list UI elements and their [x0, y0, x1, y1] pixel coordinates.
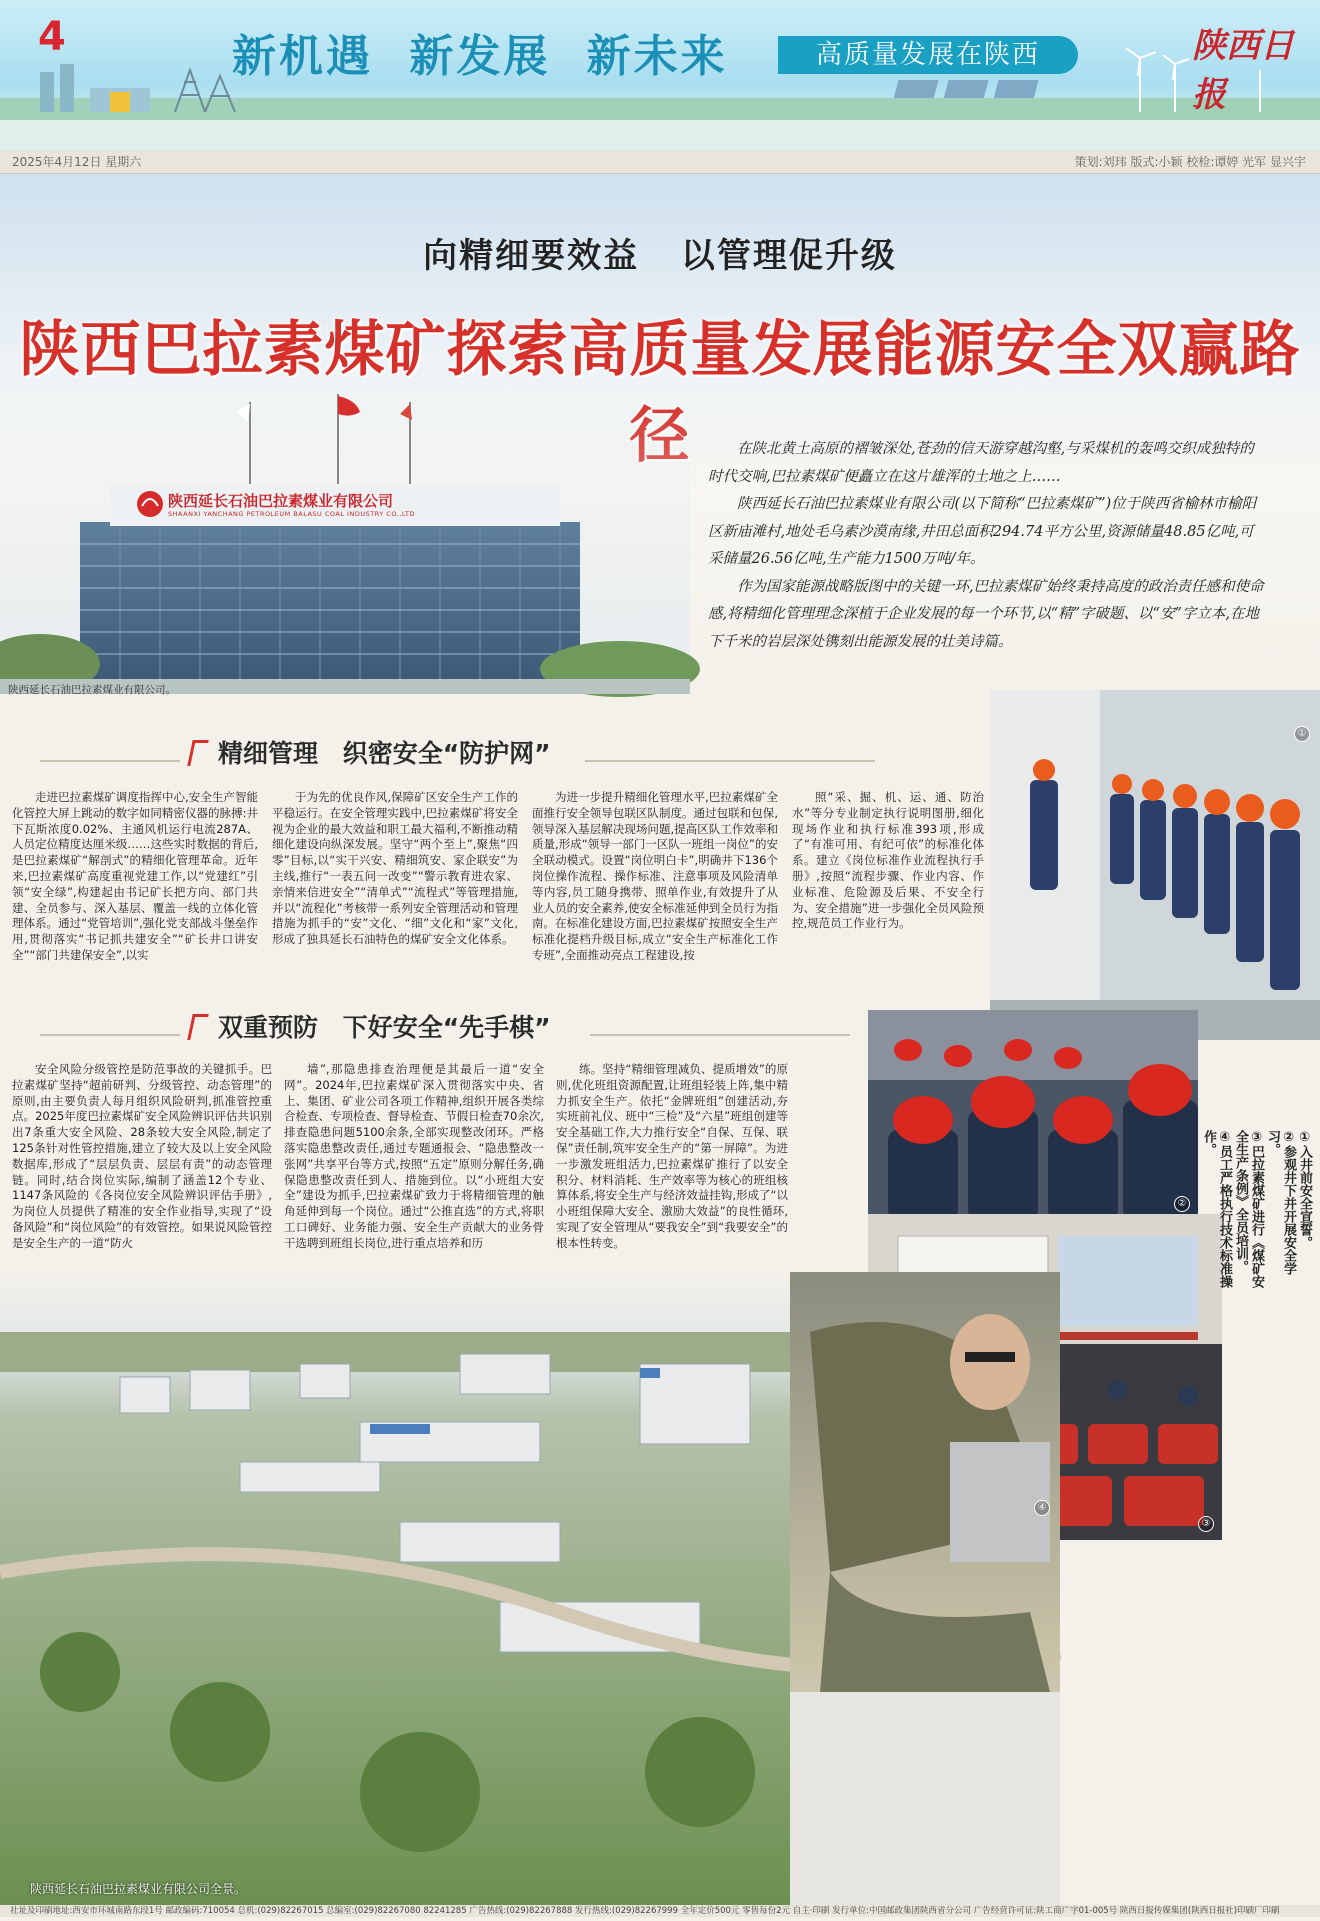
section-divider: [585, 760, 875, 762]
hero-section: [0, 174, 1320, 694]
paragraph: 走进巴拉素煤矿调度指挥中心,安全生产智能化管控大屏上跳动的数字如同精密仪器的脉搏:井下瓦斯浓度0.02%、主通风机运行电流287A、人员定位精度达厘米级……这些实时数据的背后,是巴拉素煤矿“解剖式”的精细化管理革命。近年来,巴拉素煤矿高度重视党建工作,以“党建红”引领“安全绿”,构建起由书记矿长把方向、部门共建、全员参与、深入基层、覆盖一线的立体化管理体系。通过“党管培训”,强化党支部战斗堡垒作用,贯彻落实“书记抓共建安全”“矿长井口讲安全”“部门共建保安全”,以实: [12, 790, 258, 962]
info-bar: [0, 150, 1320, 174]
paragraph: 墙”,那隐患排查治理便是其最后一道“安全网”。2024年,巴拉素煤矿深入贯彻落实中央、省上、集团、矿业公司各项工作精神,组织开展各类综合检查、专项检查、督导检查、节假日检查70余次,排查隐患问题5100余条,全部实现整改闭环。严格落实隐患整改责任,通过专题通报会、“隐患整改一张网”共享平台等方式,按照“五定”原则分解任务,确保隐患整改责任到人、措施到位。以“小班组大安全”建设为抓手,巴拉素煤矿致力于将精细管理的触角延伸到每一个岗位。通过“公推直选”的方式,将职工口碑好、业务能力强、安全生产贡献大的业务骨干选聘到班组长岗位,进行重点培养和历: [284, 1062, 544, 1250]
section-divider: [40, 1034, 180, 1036]
lead-paragraph: 作为国家能源战略版图中的关键一环,巴拉素煤矿始终秉持高度的政治责任感和使命感,将精细化管理理念深植于企业发展的每一个环节,以“精”字破题、以“安”字立本,在地下千米的岩层深处镌刻出能源发展的壮美诗篇。: [708, 578, 1264, 650]
photo-training: [868, 1010, 1198, 1220]
caption-line: ①入井前安全宣誓。: [1297, 1130, 1312, 1249]
section-title-2: [190, 1008, 551, 1044]
lead-paragraph: 陕西延长石油巴拉素煤业有限公司(以下简称“巴拉素煤矿”)位于陕西省榆林市榆阳区新庙滩村,地处毛乌素沙漠南缘,井田总面积294.74平方公里,资源储量48.85亿吨,可采储量26.56亿吨,生产能力1500万吨/年。: [708, 496, 1257, 567]
photo-number: ③: [1198, 1516, 1214, 1532]
section-title-text: 精细管理 织密安全“防护网”: [218, 739, 551, 768]
section-bracket-icon: [187, 1014, 209, 1040]
footer-info: 社址及印刷地址:西安市环城南路东段1号 邮政编码:710054 总机:(029)82267015 总编室:(029)82267080 82241285 广告热线:(029)82267888 发行热线:(029)82267999 全年定价500元 零售每份2元 自主·印刷 发行单位:中国邮政集团陕西省分公司 广告经营许可证:陕工商广字01-005号 陕西日报传媒集团(陕西日报社)印刷厂印刷: [0, 1905, 1320, 1917]
article-column: [12, 1062, 272, 1280]
caption-line: ②参观井下并开展安全学习。: [1265, 1130, 1296, 1275]
paragraph: 为进一步提升精细化管理水平,巴拉素煤矿全面推行安全领导包联区队制度。通过包联和包保,领导深入基层解决现场问题,提高区队工作效率和质量,形成“领导一部门一区队一班组一岗位”的安全联动模式。设置“岗位明白卡”,明确井下136个岗位操作流程、操作标准、注意事项及风险清单等内容,员工随身携带、照单作业,有效提升了从业人员的安全素养,使安全标准延伸到全员行为指南。在标准化建设方面,巴拉素煤矿按照安全生产标准化提档升级目标,成立“安全生产标准化工作专班”,全面推动亮点工程建设,按: [532, 790, 778, 962]
newspaper-logo: 陕西日报: [1192, 26, 1294, 115]
article-column: [284, 1062, 544, 1280]
lead-paragraph: 在陕北黄土高原的褶皱深处,苍劲的信天游穿越沟壑,与采煤机的轰鸣交织成独特的时代交响,巴拉素煤矿便矗立在这片雄浑的土地之上……: [708, 441, 1254, 485]
article-column: [532, 790, 778, 1014]
building-photo: [0, 394, 690, 694]
paragraph: 安全风险分级管控是防范事故的关键抓手。巴拉素煤矿坚持“超前研判、分级管控、动态管理”的原则,由主要负责人每月组织风险研判,抓准管控重点。2025年度巴拉素煤矿安全风险辨识评估共识别出7条重大安全风险、28条较大安全风险,制定了125条针对性管控措施,建立了较大及以上安全风险数据库,形成了“层层负责、层层有责”的动态管理链。同时,结合岗位实际,编制了涵盖12个专业、1147条风险的《各岗位安全风险辨识评估手册》,为岗位人员提供了精准的安全作业指导,实现了“设备风险”和“岗位风险”的有效管控。如果说风险管控是安全生产的一道“防火: [12, 1062, 272, 1250]
editor-credits: 策划:刘玮 版式:小颖 校检:谭婷 光军 显兴宇: [1074, 155, 1306, 169]
article-headline: 陕西巴拉素煤矿探索高质量发展能源安全双赢路: [19, 315, 1301, 385]
caption-line: ③巴拉素煤矿进行《煤矿安全生产条例》全员培训。: [1233, 1130, 1264, 1288]
photo-side-caption: [1201, 1130, 1312, 1290]
section-title-1: [190, 734, 551, 770]
aerial-photo: [0, 1272, 1060, 1917]
masthead-banner: [0, 0, 1320, 150]
masthead-slogan: 新机遇 新发展 新未来: [232, 31, 728, 82]
page-number: 4: [38, 14, 66, 60]
paragraph: 练。坚持“精细管理减负、提质增效”的原则,优化班组资源配置,让班组轻装上阵,集中精力抓安全生产。依托“金牌班组”创建活动,夯实班前礼仪、班中“三检”及“六星”班组创建等安全基础工作,大力推行安全“自保、互保、联保”责任制,筑牢安全生产的“第一屏障”。为进一步激发班组活力,巴拉素煤矿推行了以安全积分、材料消耗、生产效率等为核心的班组核算体系,将安全生产与经济效益挂钩,形成了“以小班组保障大安全、激励大效益”的良性循环,实现了安全管理从“要我安全”到“我要安全”的根本性转变。: [556, 1062, 788, 1250]
photo-number: ④: [1034, 1500, 1050, 1516]
caption-line: ④员工严格执行技术标准操作。: [1201, 1130, 1232, 1288]
lead-paragraphs: [708, 436, 1268, 656]
building-sign-en: SHAANXI YANCHANG PETROLEUM BALASU COAL INDUSTRY CO.,LTD: [168, 510, 416, 518]
article-column: [12, 790, 258, 1014]
article-column: [556, 1062, 788, 1280]
article-kicker: 向精细要效益 以管理促升级: [423, 236, 897, 276]
photo-oath: [990, 690, 1320, 1040]
paragraph: 于为先的优良作风,保障矿区安全生产工作的平稳运行。在安全管理实践中,巴拉素煤矿将安全视为企业的最大效益和职工最大福利,不断推动精细化建设向纵深发展。坚守“两个至上”,聚焦“四零”目标,以“实干兴安、精细筑安、家企联安”为主线,推行“一表五问一改变”“警示教育进农家、亲情来信进安全”“清单式”“流程式”等管理措施,并以“流程化”考核带一系列安全管理活动和管理措施为抓手的“安”文化、“细”文化和“家”文化,形成了独具延长石油特色的煤矿安全文化体系。: [272, 790, 518, 947]
issue-date: 2025年4月12日 星期六: [12, 155, 142, 169]
article-column: [272, 790, 518, 1014]
photo-number: ①: [1294, 726, 1310, 742]
building-photo-caption: 陕西延长石油巴拉素煤业有限公司。: [8, 684, 176, 696]
section-bracket-icon: [187, 740, 209, 766]
article-column: [792, 790, 984, 1014]
photo-worker: [790, 1272, 1060, 1917]
building-sign-cn: 陕西延长石油巴拉素煤业有限公司: [168, 492, 394, 510]
section-title-text: 双重预防 下好安全“先手棋”: [218, 1013, 551, 1042]
paragraph: 照“采、掘、机、运、通、防治水”等分专业制定执行说明图册,细化现场作业和执行标准393项,形成了“有准可用、有纪可依”的标准化体系。建立《岗位标准作业流程执行手册》,按照“流程步骤、作业内容、作业标准、危险源及后果、不安全行为、安全措施”进一步强化全员风险预控,规范员工作业行为。: [792, 790, 984, 931]
aerial-caption: 陕西延长石油巴拉素煤业有限公司全景。: [30, 1882, 247, 1896]
photo-number: ②: [1174, 1196, 1190, 1212]
column-title: 高质量发展在陕西: [778, 36, 1078, 74]
section-divider: [590, 1034, 850, 1036]
section-divider: [40, 760, 180, 762]
